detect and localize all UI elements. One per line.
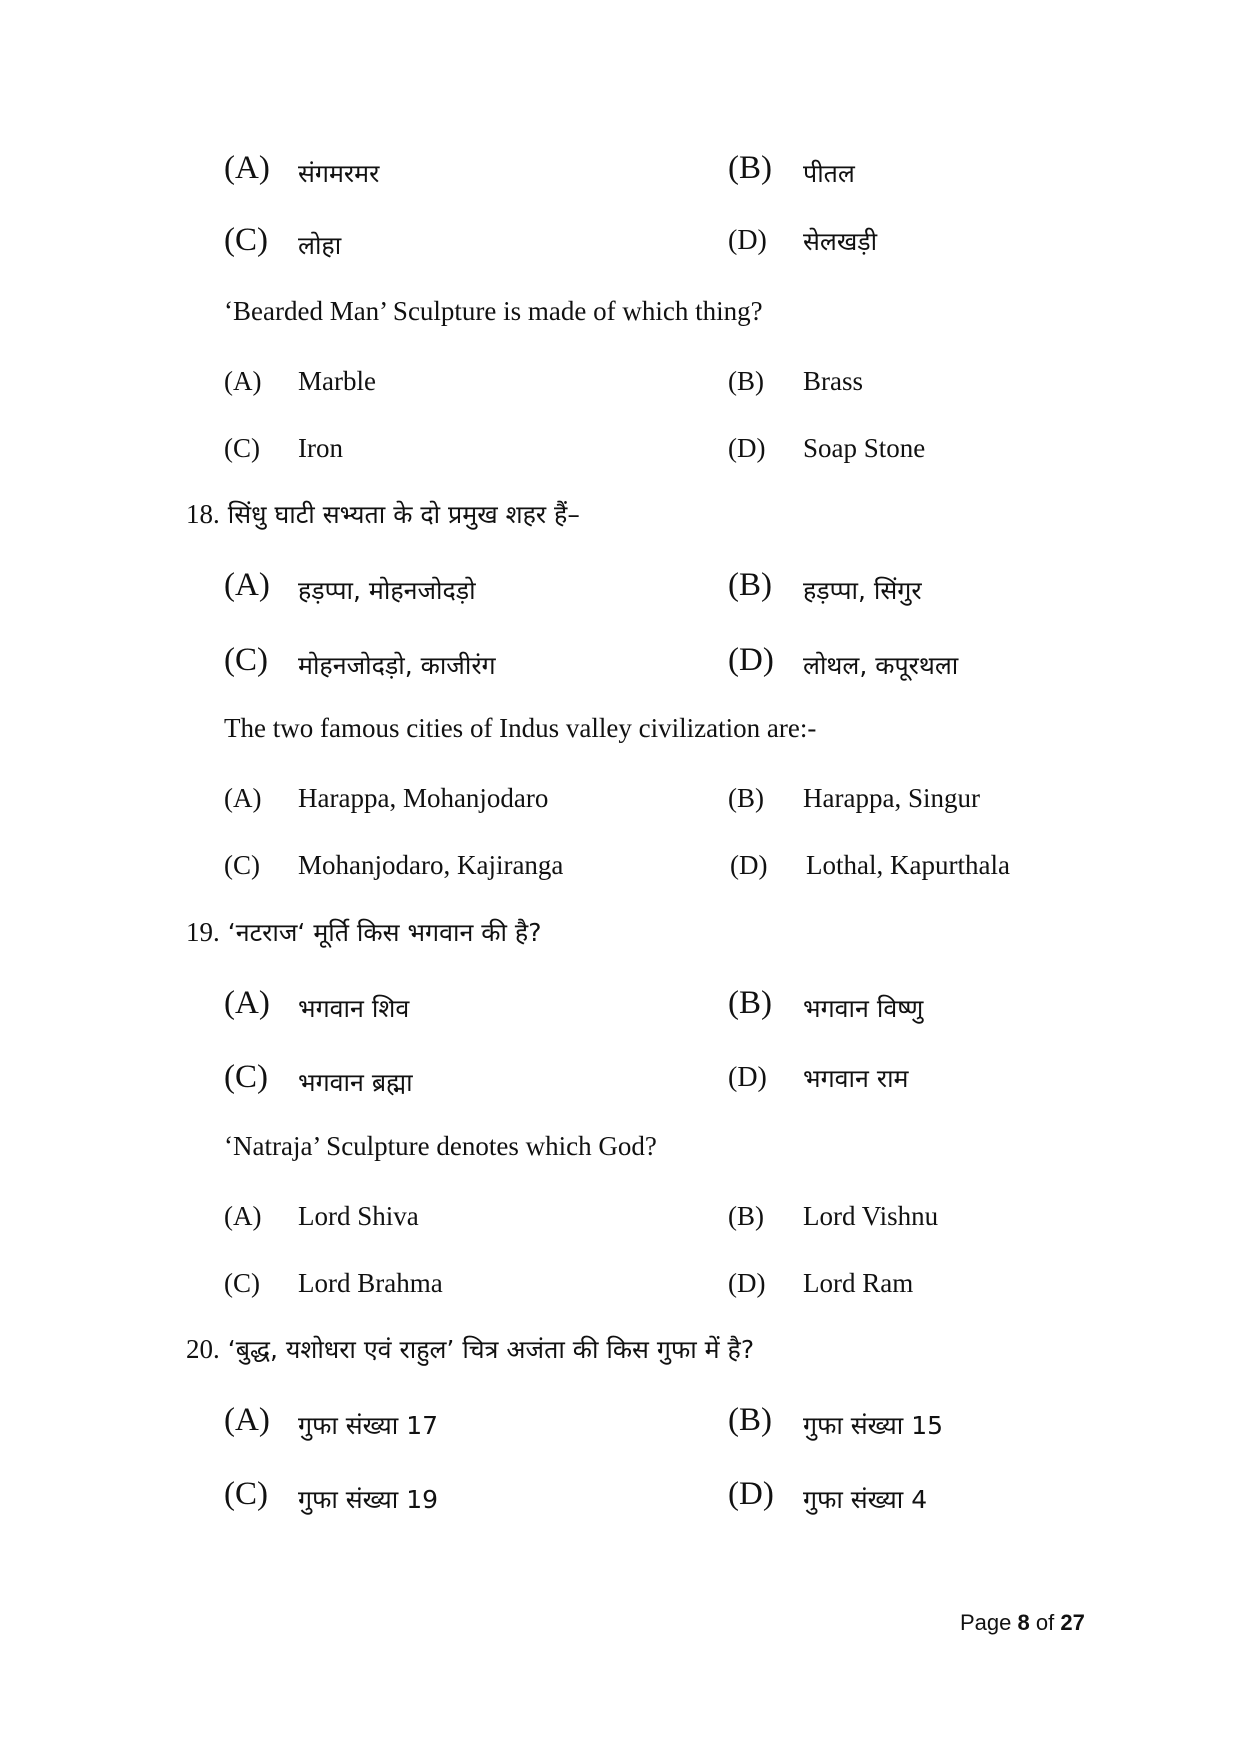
option-row [0, 1264, 1241, 1304]
option-text: संगमरमर [298, 159, 380, 188]
option-label: (D) [728, 433, 766, 463]
option-text: Marble [298, 366, 376, 396]
option-label: (C) [224, 642, 268, 678]
option-row [0, 846, 1241, 886]
option-text: Harappa, Singur [803, 783, 980, 813]
option-text: गुफा संख्या 4 [803, 1485, 928, 1514]
option-label: (C) [224, 850, 260, 880]
option-text: लोथल, कपूरथला [803, 651, 959, 680]
option-text: मोहनजोदड़ो, काजीरंग [298, 651, 496, 680]
page-word: Page [960, 1610, 1012, 1635]
option-label: (D) [728, 1062, 767, 1093]
option-label: (B) [728, 150, 772, 186]
option-text: Soap Stone [803, 433, 926, 463]
question-number: 19. [186, 917, 220, 947]
option-label: (D) [728, 1268, 766, 1298]
option-text: हड़प्पा, सिंगुर [803, 576, 922, 605]
question-text-english: The two famous cities of Indus valley civilization are:- [224, 713, 817, 743]
total-pages: 27 [1060, 1610, 1085, 1635]
option-label: (B) [728, 1201, 764, 1231]
option-row [0, 1059, 1241, 1099]
option-text: गुफा संख्या 17 [298, 1411, 439, 1440]
option-text: हड़प्पा, मोहनजोदड़ो [298, 576, 476, 605]
option-text: गुफा संख्या 19 [298, 1485, 439, 1514]
option-text: Lord Brahma [298, 1268, 443, 1298]
option-label: (A) [224, 567, 270, 603]
option-text: Lord Ram [803, 1268, 914, 1298]
option-text: Brass [803, 366, 863, 396]
option-label: (B) [728, 567, 772, 603]
option-text: भगवान ब्रह्मा [298, 1068, 413, 1097]
option-label: (D) [728, 1476, 774, 1512]
option-label: (B) [728, 783, 764, 813]
option-row [0, 567, 1241, 607]
option-label: (D) [730, 850, 768, 880]
option-row [0, 642, 1241, 682]
option-row [0, 1402, 1241, 1442]
option-label: (B) [728, 366, 764, 396]
option-text: गुफा संख्या 15 [803, 1411, 944, 1440]
question-number: 18. [186, 499, 220, 529]
option-label: (A) [224, 366, 262, 396]
option-label: (A) [224, 150, 270, 186]
option-label: (C) [224, 1268, 260, 1298]
option-row [0, 150, 1241, 190]
question-text-hindi: सिंधु घाटी सभ्यता के दो प्रमुख शहर हैं– [227, 500, 580, 529]
option-label: (A) [224, 985, 270, 1021]
question-18-hindi [186, 497, 580, 531]
option-text: पीतल [803, 159, 855, 188]
option-label: (A) [224, 1201, 262, 1231]
option-text: सेलखड़ी [803, 227, 878, 256]
question-text-hindi: ‘बुद्ध, यशोधरा एवं राहुल’ चित्र अजंता की किस गुफा में है? [227, 1335, 755, 1364]
of-word: of [1035, 1610, 1055, 1635]
option-text: Lord Shiva [298, 1201, 419, 1231]
current-page: 8 [1017, 1610, 1030, 1635]
question-text-english: ‘Bearded Man’ Sculpture is made of which thing? [224, 296, 763, 326]
option-text: लोहा [298, 231, 342, 260]
option-label: (D) [728, 642, 774, 678]
option-label: (C) [224, 1476, 268, 1512]
question-20-hindi [186, 1332, 754, 1366]
option-text: Lothal, Kapurthala [806, 850, 1010, 880]
question-number: 20. [186, 1334, 220, 1364]
option-row [0, 1197, 1241, 1237]
option-label: (A) [224, 1402, 270, 1438]
option-row [0, 779, 1241, 819]
option-label: (C) [224, 433, 260, 463]
option-text: Lord Vishnu [803, 1201, 939, 1231]
option-label: (C) [224, 1059, 268, 1095]
option-label: (B) [728, 985, 772, 1021]
option-text: Mohanjodaro, Kajiranga [298, 850, 564, 880]
option-row [0, 985, 1241, 1025]
option-row [0, 1476, 1241, 1516]
option-row [0, 362, 1241, 402]
option-text: भगवान राम [803, 1064, 909, 1093]
option-text: Iron [298, 433, 343, 463]
option-text: Harappa, Mohanjodaro [298, 783, 549, 813]
option-label: (B) [728, 1402, 772, 1438]
option-label: (C) [224, 222, 268, 258]
page-number [960, 1610, 1085, 1636]
option-text: भगवान शिव [298, 994, 410, 1023]
option-row [0, 429, 1241, 469]
question-text-english: ‘Natraja’ Sculpture denotes which God? [224, 1131, 657, 1161]
option-label: (A) [224, 783, 262, 813]
option-label: (D) [728, 225, 767, 256]
option-row [0, 222, 1241, 262]
question-19-hindi [186, 915, 541, 949]
option-text: भगवान विष्णु [803, 994, 924, 1023]
question-text-hindi: ‘नटराज‘ मूर्ति किस भगवान की है? [227, 918, 542, 947]
